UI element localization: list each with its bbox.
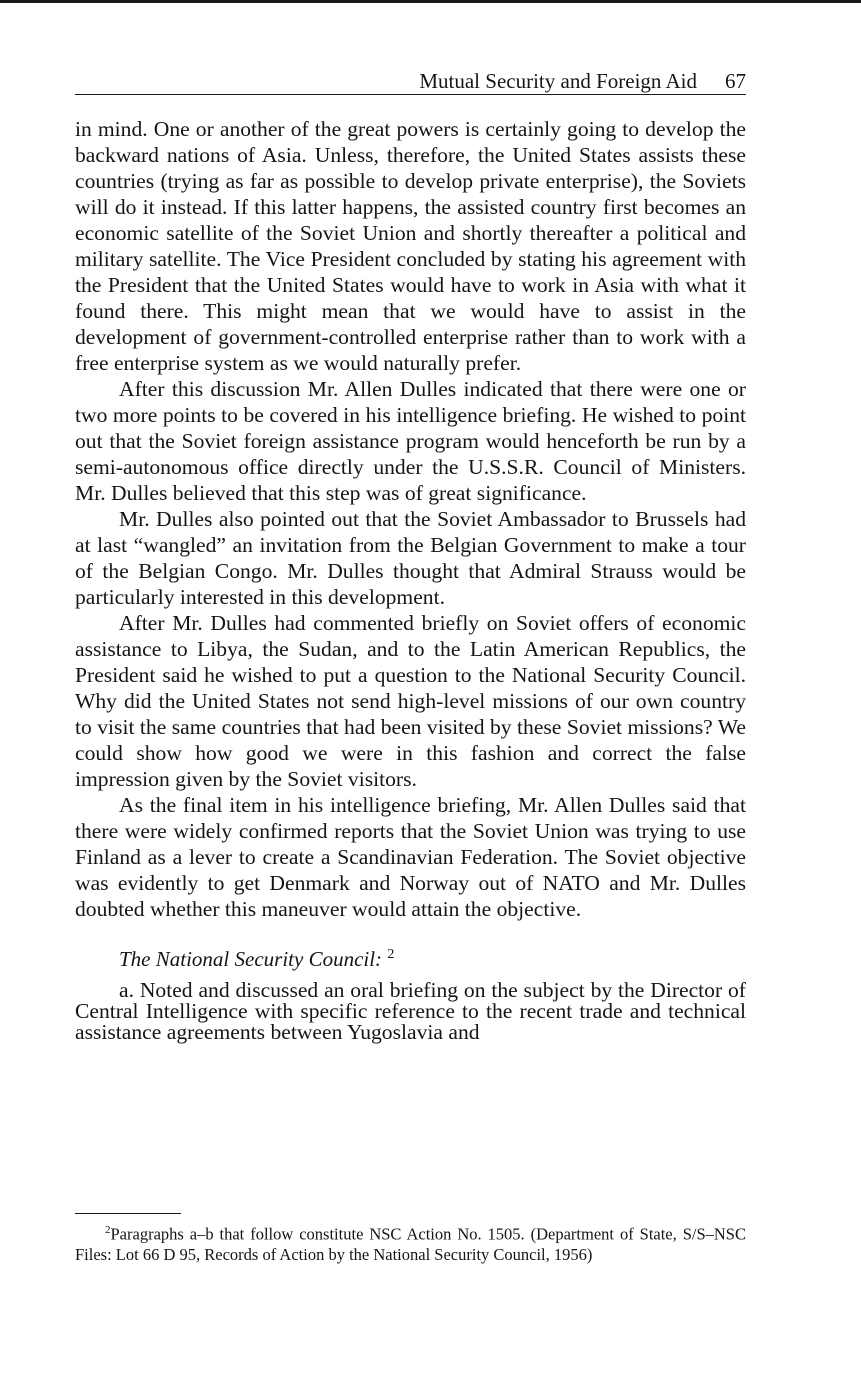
footnote-text: Paragraphs a–b that follow constitute NSC Action No. 1505. (Department of State, S/S–NSC Files: Lot 66 D 95, Records of Action by the National Security Council, 1956) <box>75 1224 746 1264</box>
paragraph-3: Mr. Dulles also pointed out that the Soviet Ambassador to Brussels had at last “wangled” an invitation from the Belgian Government to make a tour of the Belgian Congo. Mr. Dulles thought that Admiral Strauss would be particularly interested in this development. <box>75 507 746 609</box>
paragraph-2: After this discussion Mr. Allen Dulles indicated that there were one or two more points to be covered in his intelligence briefing. He wished to point out that the Soviet foreign assistance program would henceforth be run by a semi-autonomous office directly under the U.S.S.R. Council of Ministers. Mr. Dulles believed that this step was of great significance. <box>75 377 746 505</box>
running-header <box>75 68 746 95</box>
paragraph-1: in mind. One or another of the great powers is certainly going to develop the backward nations of Asia. Unless, therefore, the United States assists these countries (trying as far as possible to develop private enterprise), the Soviets will do it instead. If this latter happens, the assisted country first becomes an economic satellite of the Soviet Union and shortly thereafter a political and military satellite. The Vice President concluded by stating his agreement with the President that the United States would have to work in Asia with what it found there. This might mean that we would have to assist in the development of government-controlled enterprise rather than to work with a free enterprise system as we would naturally prefer. <box>75 117 746 375</box>
footnote-marker: 2 <box>105 1224 111 1236</box>
paragraph-4: After Mr. Dulles had commented briefly on Soviet offers of economic assistance to Libya, the Sudan, and to the Latin American Republics, the President said he wished to put a question to the National Security Council. Why did the United States not send high-level missions of our own country to visit the same countries that had been visited by these Soviet missions? We could show how good we were in this fashion and correct the false impression given by the Soviet visitors. <box>75 611 746 791</box>
section-heading-text: The National Security Council: <box>119 947 383 971</box>
document-body <box>75 116 746 1043</box>
page-number: 67 <box>725 69 746 93</box>
footnote-reference[interactable]: 2 <box>387 947 395 962</box>
footnote-divider <box>75 1213 181 1214</box>
top-border-rule <box>0 0 861 3</box>
paragraph-5: As the final item in his intelligence briefing, Mr. Allen Dulles said that there were widely confirmed reports that the Soviet Union was trying to use Finland as a lever to create a Scandinavian Federation. The Soviet objective was evidently to get Denmark and Norway out of NATO and Mr. Dulles doubted whether this maneuver would attain the objective. <box>75 793 746 921</box>
section-heading <box>75 942 746 972</box>
running-title: Mutual Security and Foreign Aid <box>419 69 697 93</box>
paragraph-6: a. Noted and discussed an oral briefing on the subject by the Director of Central Intelligence with specific reference to the recent trade and technical assistance agreements between Yugoslavia and <box>75 978 746 1044</box>
footnote <box>75 1220 746 1265</box>
